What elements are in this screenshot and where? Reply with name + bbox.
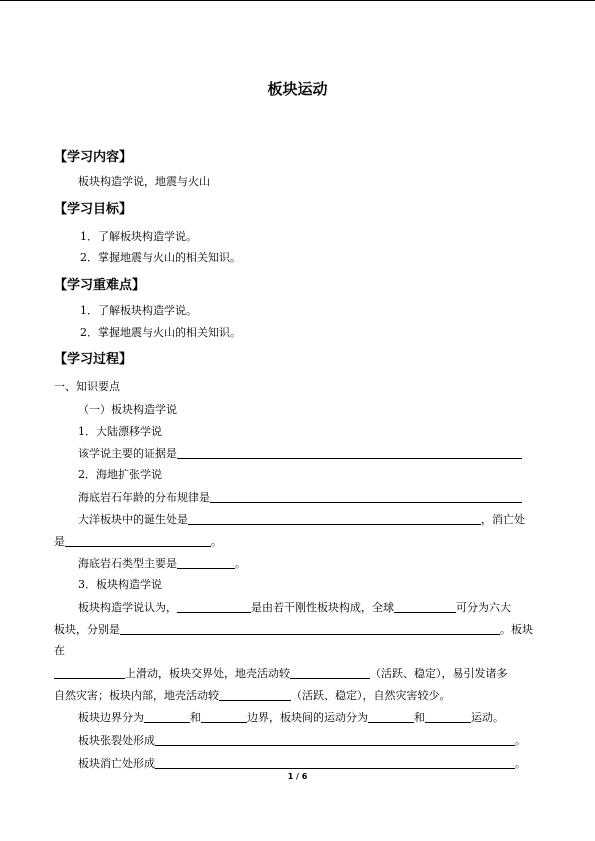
line-text: 板块边界分为 <box>78 711 144 724</box>
line-text: 边界，板块间的运动分为 <box>247 711 368 724</box>
process-line: 一、知识要点 <box>54 380 120 393</box>
fill-line-rock-age <box>78 490 522 505</box>
fill-line-interior-activity <box>54 688 451 703</box>
answer-blank[interactable] <box>201 710 247 723</box>
fill-line-ocean-plate-cont <box>54 534 222 549</box>
answer-blank[interactable] <box>120 622 500 635</box>
line-text: ，消亡处 <box>481 513 525 526</box>
line-text: 。 <box>515 734 526 747</box>
line-text: 和 <box>190 711 201 724</box>
process-line: 2．海地扩张学说 <box>78 468 162 481</box>
line-text: 运动。 <box>471 711 504 724</box>
heading-learning-goals: 【学习目标】 <box>54 202 133 217</box>
fill-line-subduction <box>78 756 526 771</box>
line-text: 板块张裂处形成 <box>78 734 155 747</box>
line-text: 是 <box>54 535 65 548</box>
line-text: 。 <box>211 535 222 548</box>
line-text: 板块消亡处形成 <box>78 757 155 770</box>
process-line: （一）板块构造学说 <box>78 403 177 416</box>
key-point-item: 2．掌握地震与火山的相关知识。 <box>80 326 241 339</box>
goal-item: 1．了解板块构造学说。 <box>80 230 197 243</box>
fill-line-evidence <box>78 446 522 461</box>
process-line: 1．大陆漂移学说 <box>78 425 162 438</box>
heading-learning-process: 【学习过程】 <box>54 352 133 367</box>
answer-blank[interactable] <box>65 534 211 547</box>
fill-line-six-plates <box>54 622 533 637</box>
answer-blank[interactable] <box>368 710 414 723</box>
line-text: 上滑动，板块交界处，地壳活动较 <box>125 667 290 680</box>
heading-key-points: 【学习重难点】 <box>54 278 146 293</box>
answer-blank[interactable] <box>425 710 471 723</box>
line-text: 。 <box>515 757 526 770</box>
fill-line-boundary-types <box>78 710 504 725</box>
top-rule <box>0 0 595 1</box>
fill-line-ocean-plate <box>78 512 525 527</box>
line-text: 海底岩石类型主要是 <box>78 557 177 570</box>
page-number: 1 / 6 <box>287 772 308 781</box>
process-line: 在 <box>54 644 65 657</box>
answer-blank[interactable] <box>177 556 235 569</box>
goal-item: 2．掌握地震与火山的相关知识。 <box>80 251 241 264</box>
answer-blank[interactable] <box>177 446 522 459</box>
line-text: 。 <box>235 557 246 570</box>
line-text: 是由若干刚性板块构成，全球 <box>251 601 394 614</box>
content-text: 板块构造学说，地震与火山 <box>78 175 210 188</box>
line-text: 自然灾害；板块内部，地壳活动较 <box>54 689 219 702</box>
fill-line-rift <box>78 733 526 748</box>
answer-blank[interactable] <box>210 490 522 503</box>
fill-line-boundary-activity <box>54 666 508 681</box>
answer-blank[interactable] <box>290 666 370 679</box>
line-text: 和 <box>414 711 425 724</box>
line-text: 海底岩石年龄的分布规律是 <box>78 491 210 504</box>
answer-blank[interactable] <box>177 600 251 613</box>
line-text: （活跃、稳定），自然灾害较少。 <box>291 689 451 702</box>
heading-learning-content: 【学习内容】 <box>54 150 133 165</box>
line-text: 。板块 <box>500 623 533 636</box>
answer-blank[interactable] <box>188 512 481 525</box>
line-text: 板块构造学说认为， <box>78 601 177 614</box>
answer-blank[interactable] <box>394 600 456 613</box>
line-text: （活跃、稳定），易引发诸多 <box>370 667 508 680</box>
process-line: 3．板块构造学说 <box>78 578 162 591</box>
answer-blank[interactable] <box>144 710 190 723</box>
answer-blank[interactable] <box>155 733 515 746</box>
line-text: 板块，分别是 <box>54 623 120 636</box>
fill-line-plate-theory <box>78 600 511 615</box>
answer-blank[interactable] <box>155 756 515 769</box>
line-text: 大洋板块中的诞生处是 <box>78 513 188 526</box>
line-text: 可分为六大 <box>456 601 511 614</box>
fill-line-rock-type <box>78 556 246 571</box>
key-point-item: 1．了解板块构造学说。 <box>80 304 197 317</box>
line-text: 该学说主要的证据是 <box>78 447 177 460</box>
page-title: 板块运动 <box>267 80 328 98</box>
answer-blank[interactable] <box>219 688 291 701</box>
answer-blank[interactable] <box>54 666 125 679</box>
